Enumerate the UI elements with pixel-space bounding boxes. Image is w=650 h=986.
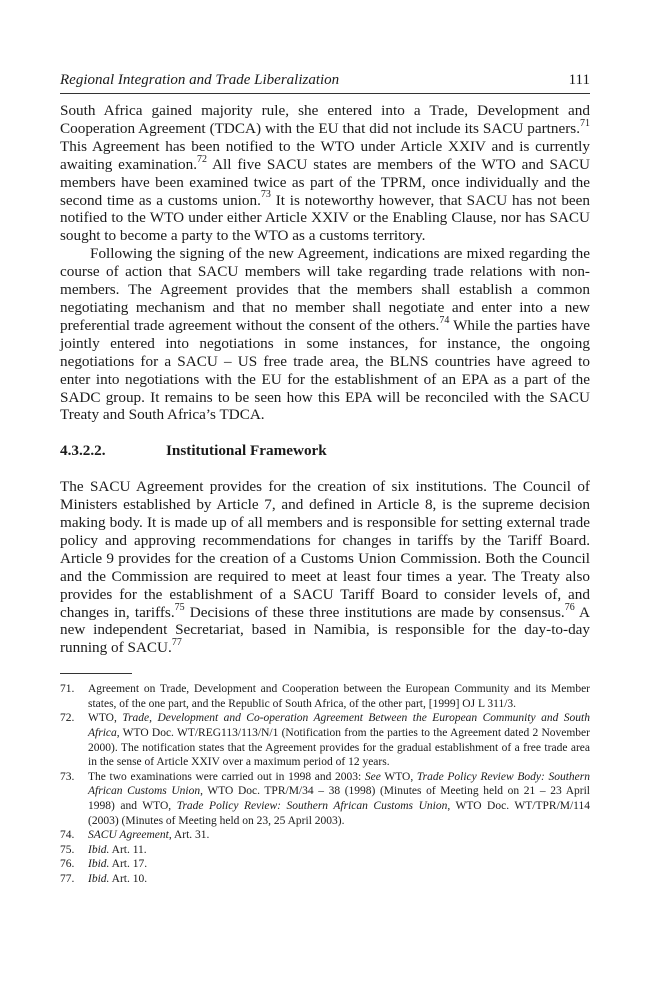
footnote-ref-75[interactable]: 75 xyxy=(174,601,185,613)
body-text xyxy=(60,102,590,657)
page-number: 111 xyxy=(568,72,590,88)
section-heading xyxy=(60,442,590,460)
footnote-73: 73. The two examinations were carried out in 1998 and 2003: See WTO, Trade Policy Review Body: Southern African Customs Union, WTO Doc. TPR/M/34 – 38 (1998) (Minutes of Meeting held on 21 – 23 April 1998) and WTO, Trade Policy Review: Southern African Customs Union, WTO Doc. WT/TPR/M/114 (2003) (Minutes of Meeting held on 23, 25 April 2003). xyxy=(60,770,591,827)
footnotes xyxy=(60,682,590,886)
footnote-ref-77[interactable]: 77 xyxy=(171,637,182,649)
footnote-75: 75. Ibid. Art. 11. xyxy=(60,843,147,856)
book-page xyxy=(60,72,590,887)
footnote-74: 74. SACU Agreement, Art. 31. xyxy=(60,829,210,842)
section-title: Institutional Framework xyxy=(166,442,327,460)
running-header xyxy=(60,72,590,94)
paragraph-1: South Africa gained majority rule, she entered into a Trade, Development and Cooperation Agreement (TDCA) with the EU that did not include its SACU partners.$^{71}$ This Agreement has been notified to the WTO under Article XXIV and is currently awaiting examination.$^{72}$ All five SACU states are members of the WTO and SACU members have been examined twice as part of the TPRM, once individually and the second time as a customs union.$^{73}$ It is noteworthy however, that SACU has not been notified to the WTO under either Article XXIV or the Enabling Clause, nor has SACU sought to become a party to the WTO as a customs territory. xyxy=(60,102,590,245)
footnote-ref-73[interactable]: 73 xyxy=(260,189,271,201)
footnote-ref-71[interactable]: 71 xyxy=(580,117,590,129)
footnote-ref-72[interactable]: 72 xyxy=(197,153,208,165)
footnote-71: 71. Agreement on Trade, Development and Cooperation between the European Community and its Member states, of the one part, and the Republic of South Africa, of the other part, [1999] OJ L 311/3. xyxy=(60,683,590,710)
paragraph-2: Following the signing of the new Agreement, indications are mixed regarding the course of action that SACU members will take regarding trade relations with non-members. The Agreement provides that the members shall establish a common negotiating mechanism and that no member shall negotiate and enter into a new preferential trade agreement without the consent of the others.$^{74}$ While the parties have jointly entered into negotiations in some instances, for instance, the ongoing negotiations for a SACU – US free trade area, the BLNS countries have agreed to enter into negotiations with the EU for the establishment of an EPA as a part of the SADC group. It remains to be seen how this EPA will be reconciled with the SACU Treaty and South Africa’s TDCA. xyxy=(60,245,590,424)
footnote-ref-76[interactable]: 76 xyxy=(564,601,575,613)
footnote-separator xyxy=(60,673,132,674)
running-title: Regional Integration and Trade Liberalization xyxy=(60,72,340,88)
footnote-77: 77. Ibid. Art. 10. xyxy=(60,873,148,885)
footnote-72: 72. WTO, Trade, Development and Co-operation Agreement Between the European Community and South Africa, WTO Doc. WT/REG113/113/N/1 (Notification from the parties to the Agreement dated 2 November 2000). The notification states that the Agreement provides for the gradual establishment of a free trade area in the sense of Article XXIV over a maximum period of 12 years. xyxy=(60,712,590,769)
paragraph-3: The SACU Agreement provides for the creation of six institutions. The Council of Ministers established by Article 7, and defined in Article 8, is the supreme decision making body. It is made up of all members and is responsible for setting external trade policy and approving recommendations for changes in tariffs by the Tariff Board. Article 9 provides for the creation of a Customs Union Commission. Both the Council and the Commission are required to meet at least four times a year. The Treaty also provides for the establishment of a SACU Tariff Board to consider levels of, and changes in, tariffs.$^{75}$ Decisions of these three institutions are made by consensus.$^{76}$ A new independent Secretariat, based in Namibia, is responsible for the day-to-day running of SACU.$^{77}$ xyxy=(60,478,590,657)
footnote-ref-74[interactable]: 74 xyxy=(439,314,450,326)
footnote-76: 76. Ibid. Art. 17. xyxy=(60,858,148,871)
section-number: 4.3.2.2. xyxy=(60,442,106,460)
